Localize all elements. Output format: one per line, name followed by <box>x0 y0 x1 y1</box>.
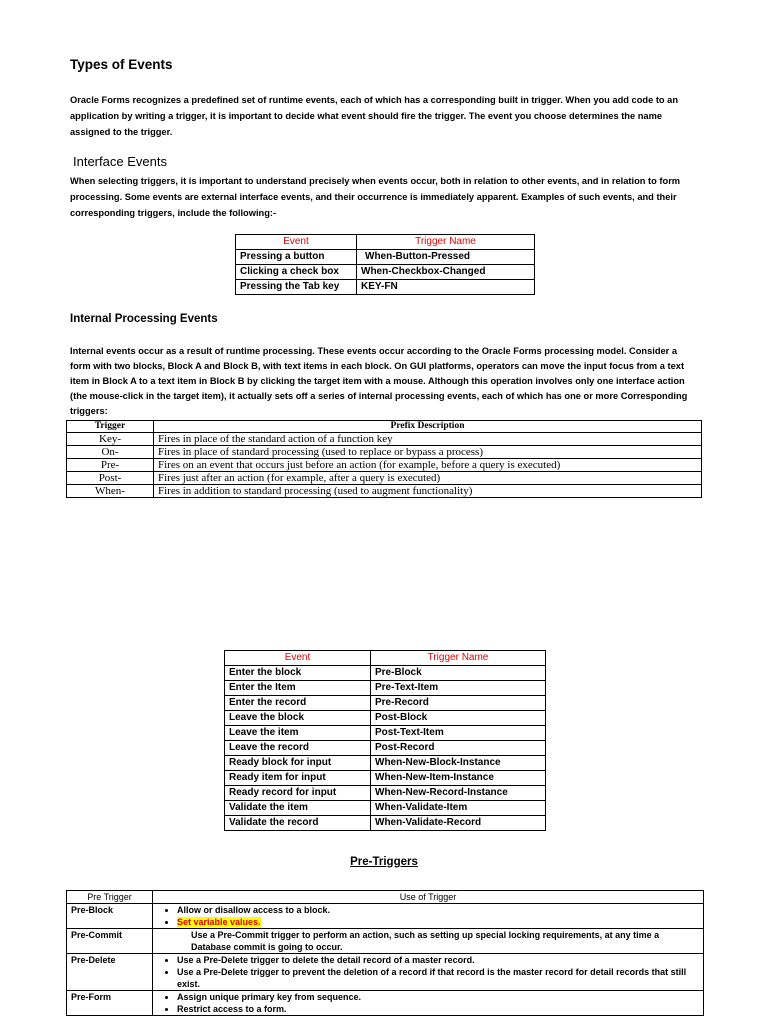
table-row <box>67 954 704 991</box>
table-cell: Pre-Block <box>371 666 546 681</box>
prefix-cell: When- <box>67 485 154 498</box>
table-cell: Leave the item <box>225 726 371 741</box>
table-row <box>67 446 702 459</box>
pre-triggers-table <box>66 890 704 1016</box>
pre-triggers-heading: Pre-Triggers <box>350 856 418 868</box>
table-cell: Leave the block <box>225 711 371 726</box>
table-cell: Clicking a check box <box>236 265 357 280</box>
internal-events-paragraph: Internal events occur as a result of runtime processing. These events occur according to the Oracle Forms processing model. Consider a form with two blocks, Block A and Block B, with text items in each block. On GUI platforms, operators can move the input focus from a text item in Block A to a text item in Block B by clicking the target item with a mouse. Although this operation involves only one interface action (the mouse-click in the target item), it actually sets off a series of internal processing events, each of which has one or more Corresponding triggers: <box>70 346 688 416</box>
table-row <box>67 472 702 485</box>
prefix-cell: Post- <box>67 472 154 485</box>
table-row <box>225 696 546 711</box>
trigger-name-cell: Pre-Commit <box>67 929 153 954</box>
table-header: Prefix Description <box>154 421 702 433</box>
list-item: • Allow or disallow access to a block. <box>177 904 699 916</box>
table-row <box>67 485 702 498</box>
interface-events-paragraph: When selecting triggers, it is important to understand precisely when events occur, both in relation to other events, and in relation to form processing. Some events are external interface events, and their occurrence is immediately apparent. Examples of such events, and their corresponding triggers, include the following:- <box>70 176 681 218</box>
table-cell: Enter the Item <box>225 681 371 696</box>
table-row <box>225 771 546 786</box>
table-row <box>225 681 546 696</box>
table-cell: Post-Block <box>371 711 546 726</box>
table-header: Event <box>225 651 371 666</box>
table-row <box>225 756 546 771</box>
interface-events-heading: Interface Events <box>73 154 167 169</box>
internal-events-table <box>224 650 546 831</box>
table-cell: KEY-FN <box>357 280 535 295</box>
table-header: Pre Trigger <box>67 891 153 904</box>
trigger-use-cell <box>153 991 704 1016</box>
table-cell: When-Checkbox-Changed <box>357 265 535 280</box>
table-cell: When-Button-Pressed <box>357 250 535 265</box>
table-header: Use of Trigger <box>153 891 704 904</box>
table-cell: Pre-Text-Item <box>371 681 546 696</box>
description-cell: Fires in place of the standard action of a function key <box>154 433 702 446</box>
table-row <box>67 929 704 954</box>
table-cell: Post-Text-Item <box>371 726 546 741</box>
prefix-cell: Key- <box>67 433 154 446</box>
table-cell: Enter the block <box>225 666 371 681</box>
table-row <box>67 991 704 1016</box>
table-header: Trigger <box>67 421 154 433</box>
table-cell: Validate the item <box>225 801 371 816</box>
table-cell: Ready record for input <box>225 786 371 801</box>
table-row <box>225 816 546 831</box>
table-row <box>67 904 704 929</box>
table-row <box>236 280 535 295</box>
table-cell: When-New-Record-Instance <box>371 786 546 801</box>
table-cell: Ready block for input <box>225 756 371 771</box>
description-cell: Fires just after an action (for example, after a query is executed) <box>154 472 702 485</box>
table-row <box>225 741 546 756</box>
table-row <box>67 433 702 446</box>
table-header: Event <box>236 235 357 250</box>
table-header: Trigger Name <box>357 235 535 250</box>
table-cell: Enter the record <box>225 696 371 711</box>
page-title: Types of Events <box>70 57 173 72</box>
table-cell: Post-Record <box>371 741 546 756</box>
trigger-use-cell <box>153 954 704 991</box>
table-cell: When-Validate-Item <box>371 801 546 816</box>
description-cell: Fires in addition to standard processing (used to augment functionality) <box>154 485 702 498</box>
interface-events-table <box>235 234 535 295</box>
trigger-name-cell: Pre-Block <box>67 904 153 929</box>
table-cell: Leave the record <box>225 741 371 756</box>
trigger-name-cell: Pre-Form <box>67 991 153 1016</box>
table-cell: Validate the record <box>225 816 371 831</box>
table-row <box>236 265 535 280</box>
description-cell: Fires on an event that occurs just before an action (for example, before a query is executed) <box>154 459 702 472</box>
table-cell: Pre-Record <box>371 696 546 711</box>
list-item: • Restrict access to a form. <box>177 1003 699 1015</box>
table-cell: Ready item for input <box>225 771 371 786</box>
table-row <box>225 801 546 816</box>
list-item: • Assign unique primary key from sequence. <box>177 991 699 1003</box>
table-row <box>225 726 546 741</box>
table-row <box>225 711 546 726</box>
trigger-name-cell: Pre-Delete <box>67 954 153 991</box>
table-row <box>225 786 546 801</box>
prefix-cell: On- <box>67 446 154 459</box>
table-cell: When-New-Block-Instance <box>371 756 546 771</box>
list-item: • Use a Pre-Delete trigger to delete the detail record of a master record. <box>177 954 699 966</box>
table-row <box>236 250 535 265</box>
list-item <box>177 916 699 928</box>
table-cell: Pressing a button <box>236 250 357 265</box>
table-row <box>225 666 546 681</box>
prefix-table <box>66 420 702 498</box>
list-item: • Use a Pre-Delete trigger to prevent the deletion of a record if that record is the master record for detail records that still exist. <box>177 966 699 990</box>
table-row <box>67 459 702 472</box>
trigger-use-cell: Use a Pre-Commit trigger to perform an action, such as setting up special locking requirements, at any time a Database commit is going to occur. <box>153 929 704 954</box>
intro-paragraph: Oracle Forms recognizes a predefined set of runtime events, each of which has a corresponding built in trigger. When you add code to an application by writing a trigger, it is important to decide what event should fire the trigger. The event you choose determines the name assigned to the trigger. <box>70 95 679 137</box>
prefix-cell: Pre- <box>67 459 154 472</box>
internal-events-heading: Internal Processing Events <box>70 313 218 325</box>
table-header: Trigger Name <box>371 651 546 666</box>
table-cell: Pressing the Tab key <box>236 280 357 295</box>
highlighted-text: Set variable values. <box>177 917 261 927</box>
trigger-use-cell <box>153 904 704 929</box>
description-cell: Fires in place of standard processing (used to replace or bypass a process) <box>154 446 702 459</box>
table-cell: When-New-Item-Instance <box>371 771 546 786</box>
table-cell: When-Validate-Record <box>371 816 546 831</box>
